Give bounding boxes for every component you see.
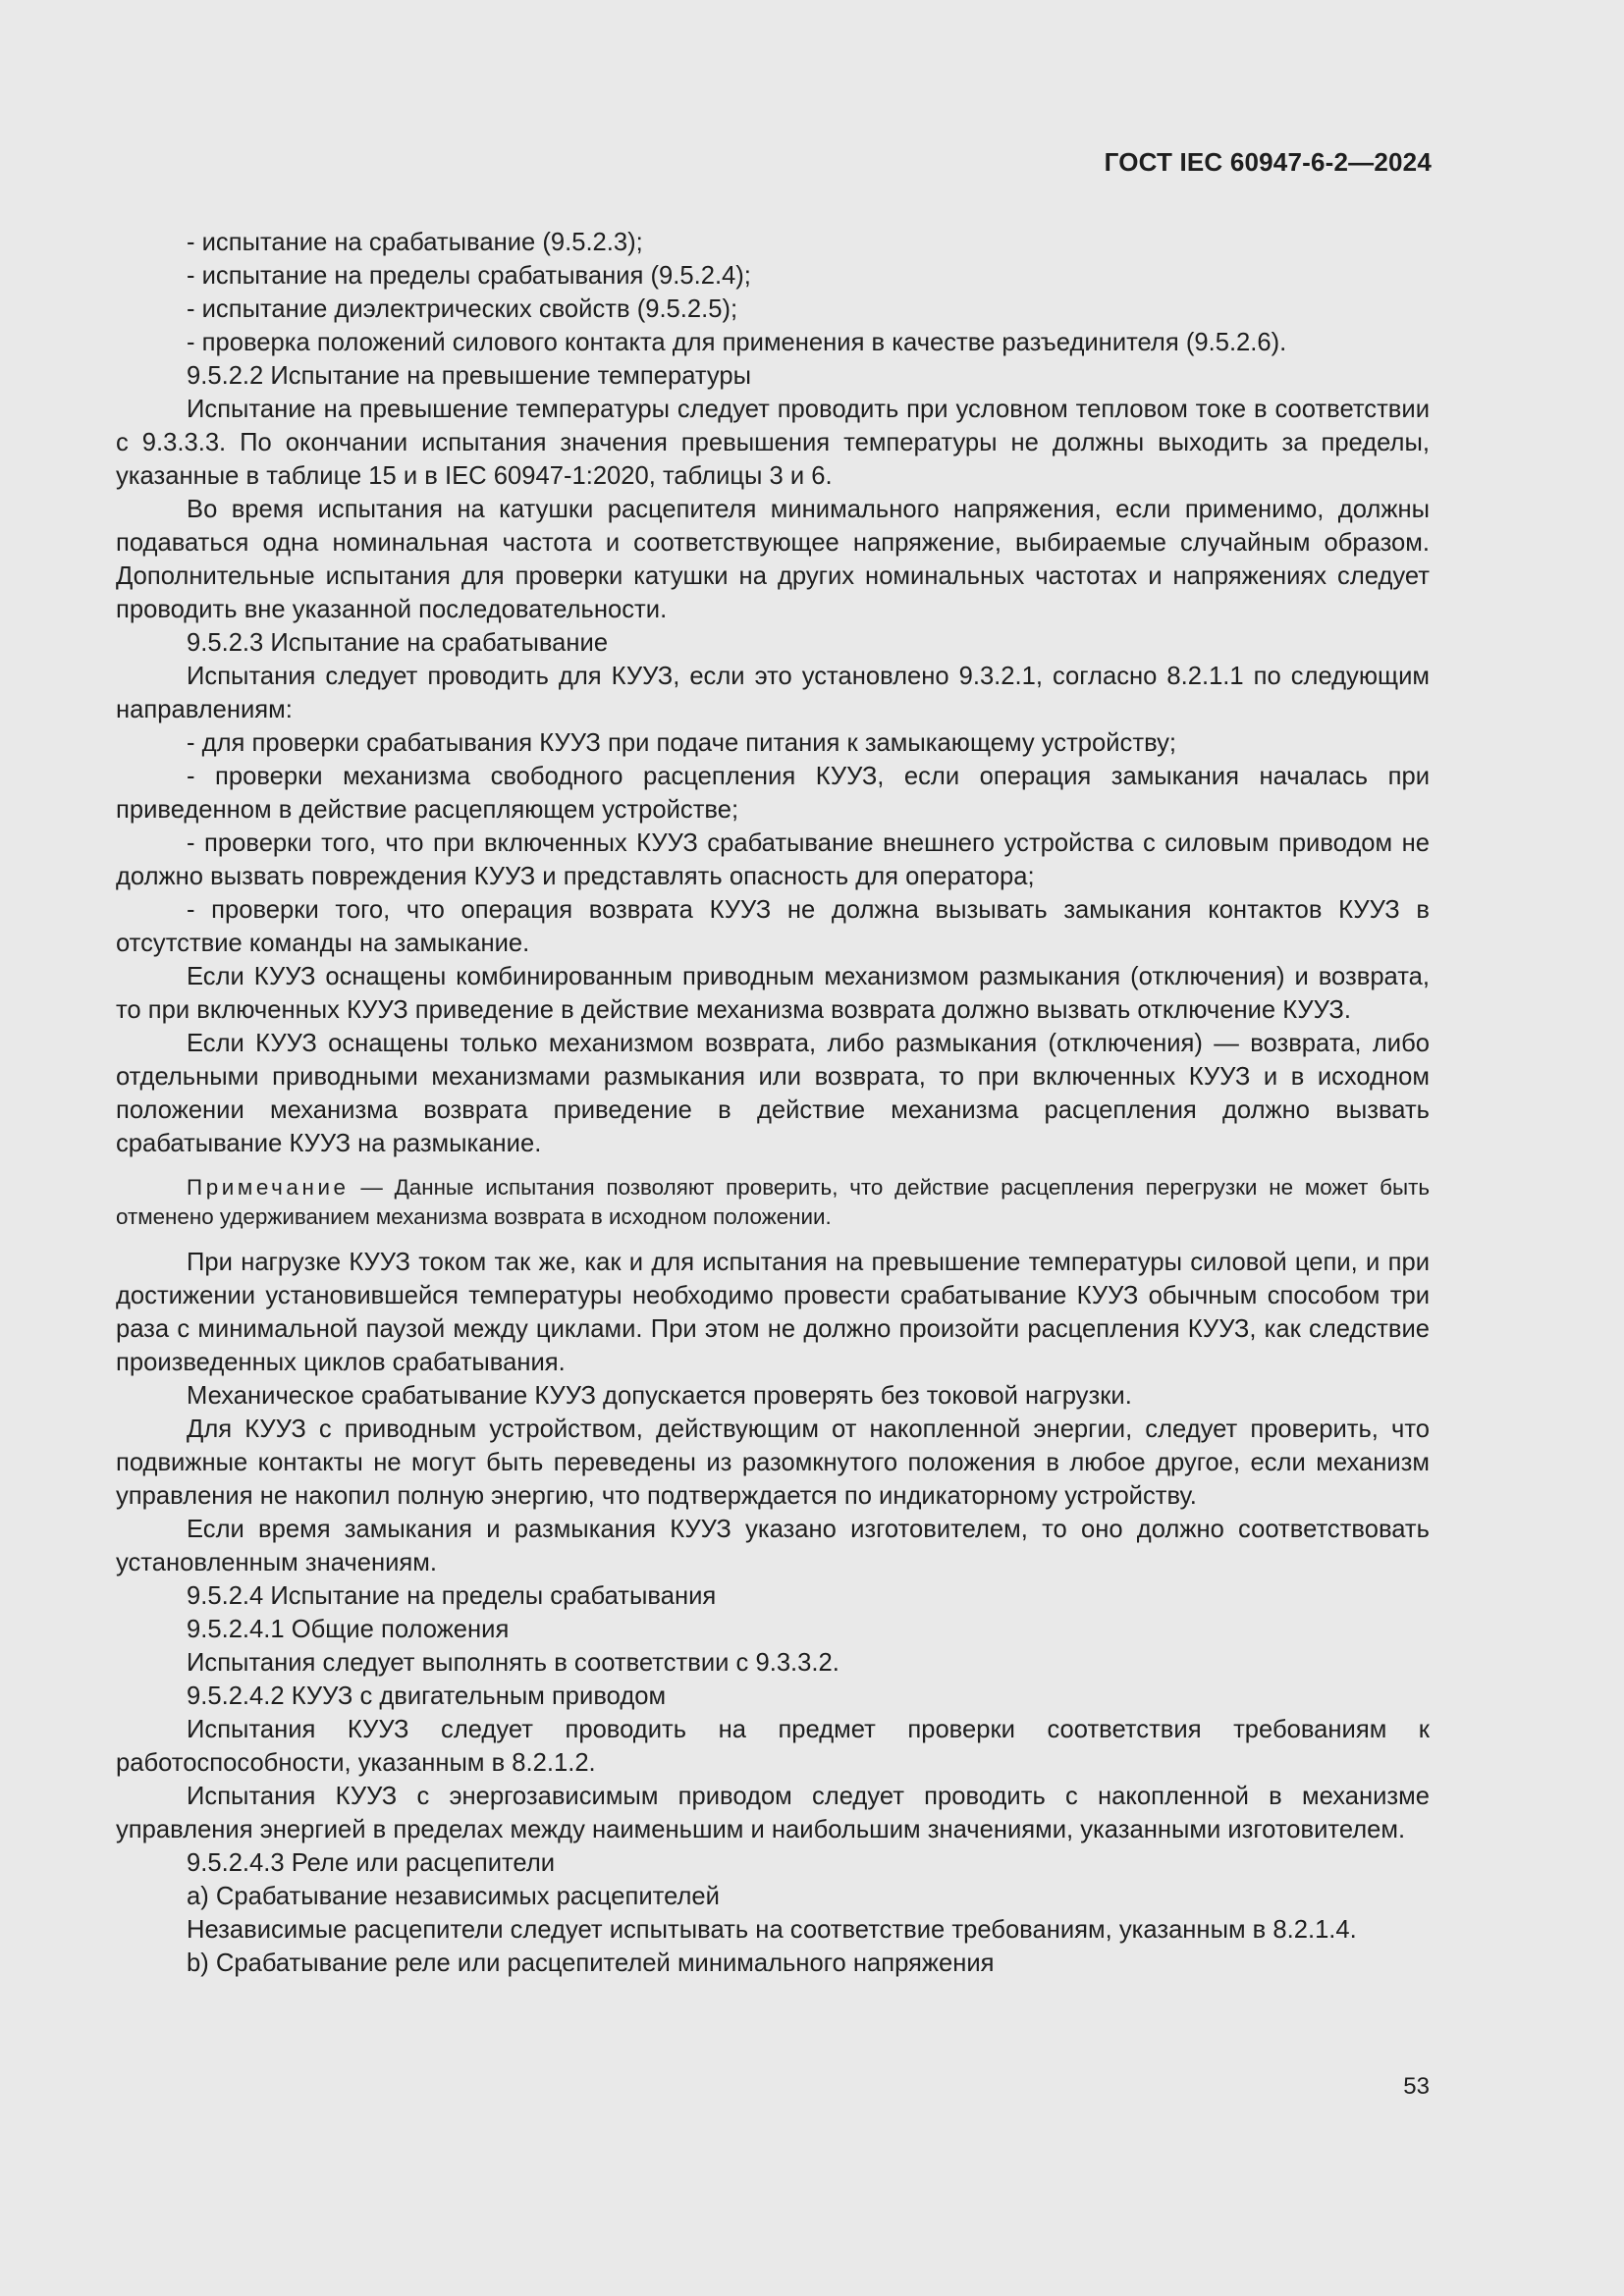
list-item: - проверка положений силового контакта для применения в качестве разъединителя (9.5.2.6). [187, 329, 1287, 356]
document-code: ГОСТ IEC 60947-6-2—2024 [1104, 147, 1432, 177]
list-item: - испытание на пределы срабатывания (9.5.2.4); [187, 262, 751, 290]
paragraph: Если КУУЗ оснащены только механизмом возврата, либо размыкания (отключения) — возврата, либо отдельными приводными механизмами размыкания или возврата, то при включенных КУУЗ и в исходном положении механизма возврата приведение в действие механизма расцепления должно вызвать срабатывание КУУЗ на размыкание. [116, 1030, 1430, 1157]
paragraph: Испытания следует выполнять в соответствии с 9.3.3.2. [187, 1649, 839, 1677]
section-heading: 9.5.2.3 Испытание на срабатывание [187, 629, 609, 657]
list-item: a) Срабатывание независимых расцепителей [187, 1883, 720, 1910]
list-item: - проверки того, что операция возврата КУУЗ не должна вызывать замыкания контактов КУУЗ в отсутствие команды на замыкание. [116, 896, 1430, 957]
list-item: b) Срабатывание реле или расцепителей минимального напряжения [187, 1949, 995, 1977]
note-label: Примечание [187, 1175, 350, 1200]
paragraph: При нагрузке КУУЗ током так же, как и для испытания на превышение температуры силовой цепи, и при достижении установившейся температуры необходимо провести срабатывание КУУЗ обычным способом три раза с минимальной паузой между циклами. При этом не должно произойти расцепления КУУЗ, как следствие произведенных циклов срабатывания. [116, 1249, 1430, 1376]
section-heading: 9.5.2.4.3 Реле или расцепители [187, 1849, 556, 1877]
list-item: - проверки механизма свободного расцепления КУУЗ, если операция замыкания началась при приведенном в действие расцепляющем устройстве; [116, 763, 1430, 824]
page-body [116, 226, 1430, 1980]
paragraph: Испытания КУУЗ следует проводить на предмет проверки соответствия требованиям к работоспособности, указанным в 8.2.1.2. [116, 1716, 1430, 1777]
list-item: - для проверки срабатывания КУУЗ при подаче питания к замыкающему устройству; [187, 729, 1177, 757]
note [116, 1173, 1430, 1232]
page-number: 53 [1403, 2073, 1430, 2100]
section-heading: 9.5.2.4.1 Общие положения [187, 1616, 510, 1643]
section-heading: 9.5.2.4 Испытание на пределы срабатывания [187, 1582, 717, 1610]
paragraph: Если КУУЗ оснащены комбинированным приводным механизмом размыкания (отключения) и возврата, то при включенных КУУЗ приведение в действие механизма возврата должно вызвать отключение КУУЗ. [116, 963, 1430, 1024]
paragraph: Для КУУЗ с приводным устройством, действующим от накопленной энергии, следует проверить, что подвижные контакты не могут быть переведены из разомкнутого положения в любое другое, если механизм управления не накопил полную энергию, что подтверждается по индикаторному устройству. [116, 1415, 1430, 1510]
list-item: - испытание на срабатывание (9.5.2.3); [187, 229, 643, 256]
paragraph: Испытания следует проводить для КУУЗ, если это установлено 9.3.2.1, согласно 8.2.1.1 по следующим направлениям: [116, 663, 1430, 723]
paragraph: Испытания КУУЗ с энергозависимым приводом следует проводить с накопленной в механизме управления энергией в пределах между наименьшим и наибольшим значениями, указанными изготовителем. [116, 1783, 1430, 1843]
list-item: - проверки того, что при включенных КУУЗ срабатывание внешнего устройства с силовым приводом не должно вызвать повреждения КУУЗ и представлять опасность для оператора; [116, 829, 1430, 890]
paragraph: Независимые расцепители следует испытывать на соответствие требованиям, указанным в 8.2.1.4. [187, 1916, 1357, 1944]
paragraph: Испытание на превышение температуры следует проводить при условном тепловом токе в соответствии с 9.3.3.3. По окончании испытания значения превышения температуры не должны выходить за пределы, указанные в таблице 15 и в IEC 60947-1:2020, таблицы 3 и 6. [116, 396, 1430, 490]
section-heading: 9.5.2.4.2 КУУЗ с двигательным приводом [187, 1682, 667, 1710]
note-text: — Данные испытания позволяют проверить, что действие расцепления перегрузки не может быть отменено удерживанием механизма возврата в исходном положении. [116, 1175, 1430, 1229]
paragraph: Механическое срабатывание КУУЗ допускается проверять без токовой нагрузки. [187, 1382, 1132, 1410]
paragraph: Во время испытания на катушки расцепителя минимального напряжения, если применимо, должны подаваться одна номинальная частота и соответствующее напряжение, выбираемые случайным образом. Дополнительные испытания для проверки катушки на других номинальных частотах и напряжениях следует проводить вне указанной последовательности. [116, 496, 1430, 623]
list-item: - испытание диэлектрических свойств (9.5.2.5); [187, 295, 738, 323]
section-heading: 9.5.2.2 Испытание на превышение температуры [187, 362, 752, 390]
paragraph: Если время замыкания и размыкания КУУЗ указано изготовителем, то оно должно соответствовать установленным значениям. [116, 1516, 1430, 1576]
